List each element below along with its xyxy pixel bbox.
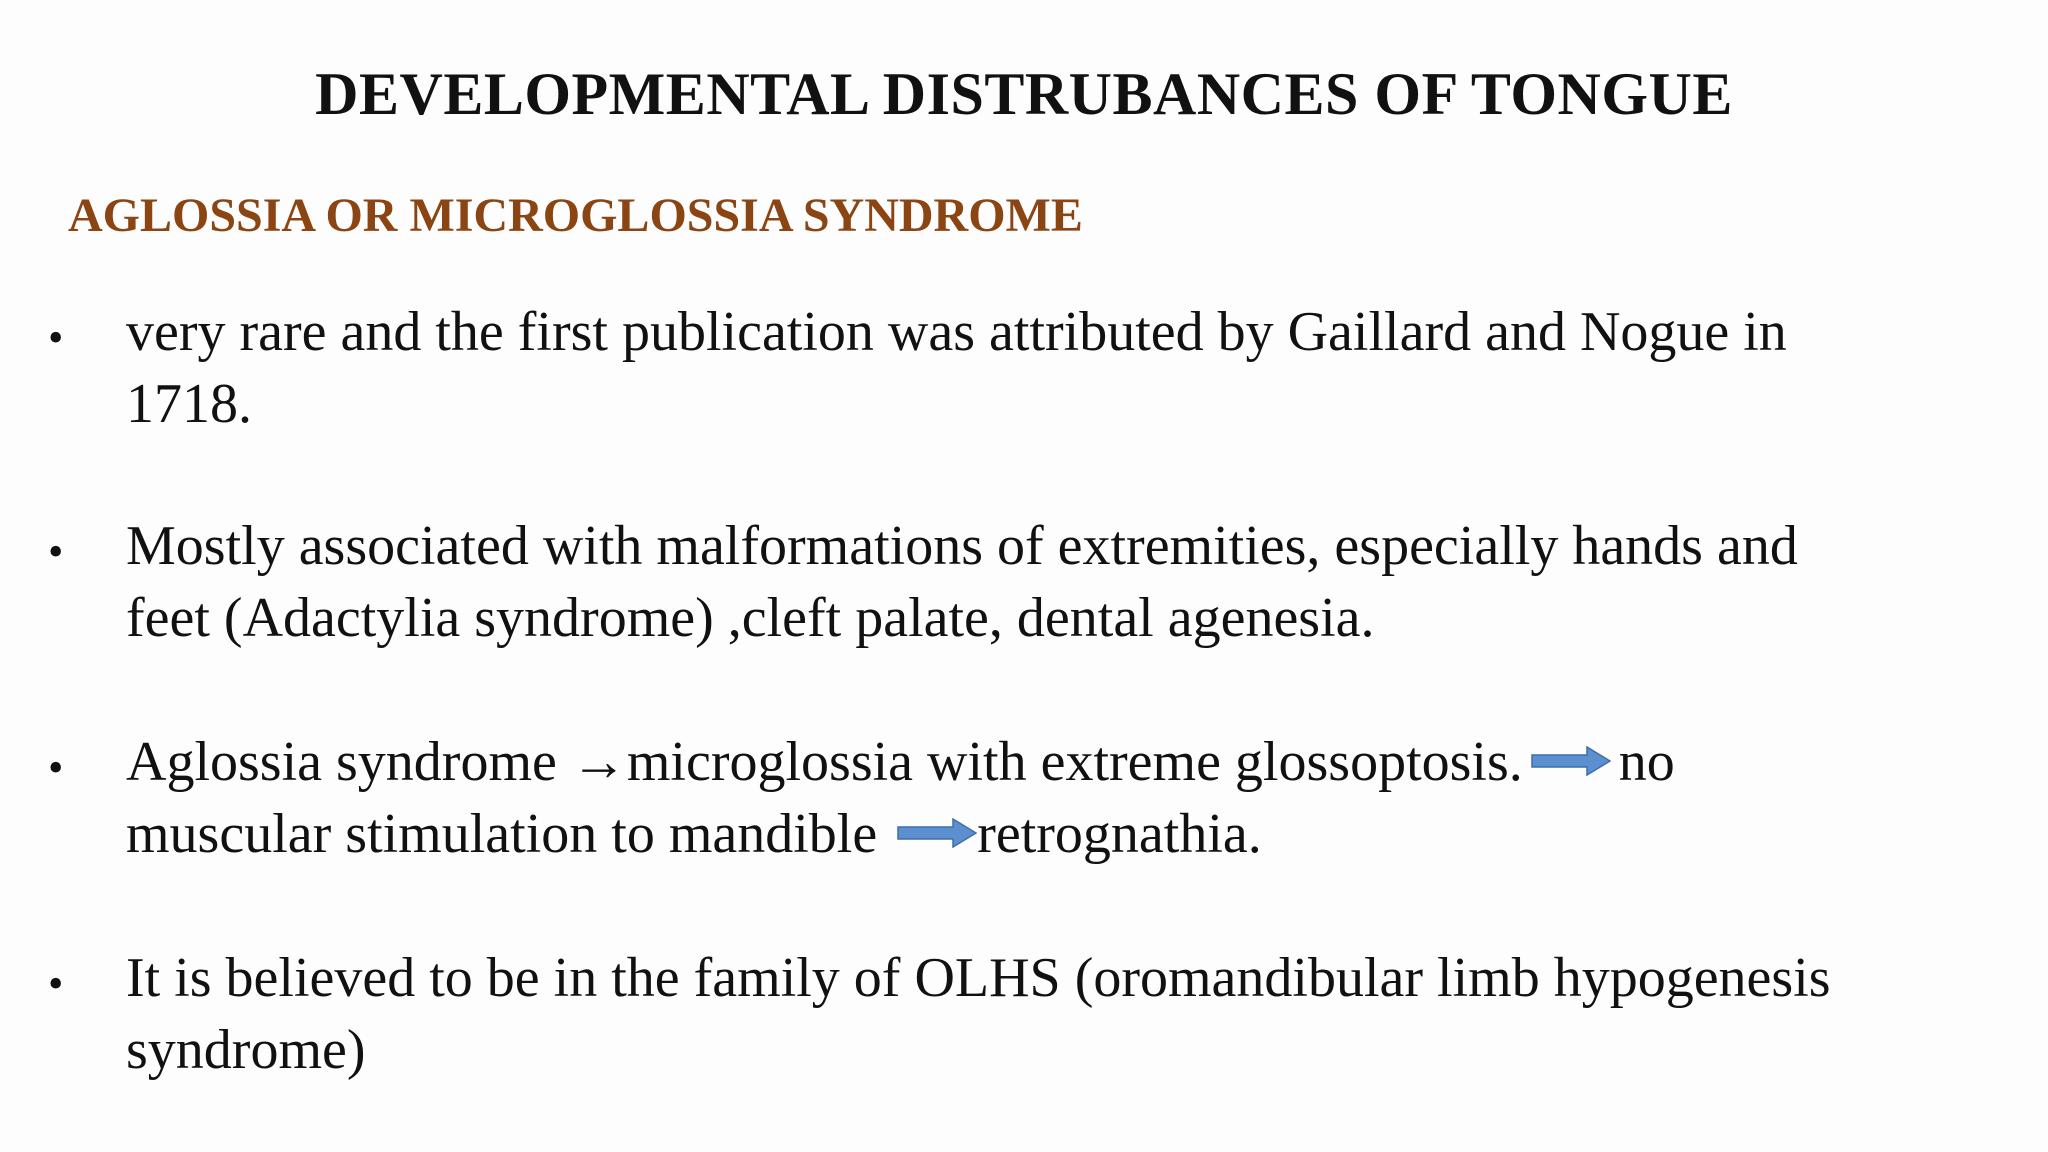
bullet-text-segment: muscular stimulation to mandible (126, 803, 878, 865)
bullet-marker: • (48, 527, 64, 576)
right-arrow-icon (897, 818, 977, 848)
bullet-line: syndrome) (126, 1019, 366, 1081)
bullet-marker: • (48, 959, 64, 1008)
bullet-line: 1718. (126, 373, 252, 435)
bullet-line: It is believed to be in the family of OLHS (oromandibular limb hypogenesis (126, 947, 1831, 1009)
bullet-text (126, 296, 2006, 440)
bullet-line: feet (Adactylia syndrome) ,cleft palate, dental agenesia. (126, 587, 1375, 649)
bullet-text-segment: Aglossia syndrome →microglossia with extreme glossoptosis. (126, 731, 1523, 793)
slide-title: DEVELOPMENTAL DISTRUBANCES OF TONGUE (315, 61, 1733, 127)
bullet-line: Mostly associated with malformations of extremities, especially hands and (126, 515, 1798, 577)
bullet-text-segment: no (1618, 731, 1675, 793)
bullet-line (126, 726, 2006, 798)
bullet-marker: • (48, 743, 64, 792)
bullet-marker: • (48, 313, 64, 362)
bullet-line (126, 798, 2006, 870)
section-subtitle: AGLOSSIA OR MICROGLOSSIA SYNDROME (68, 189, 1083, 242)
bullet-text (126, 942, 2006, 1086)
bullet-text (126, 510, 2006, 654)
bullet-text-segment: retrognathia. (977, 803, 1262, 865)
bullet-text (126, 726, 2006, 870)
right-arrow-icon (1531, 746, 1611, 776)
bullet-line: very rare and the first publication was attributed by Gaillard and Nogue in (126, 301, 1787, 363)
